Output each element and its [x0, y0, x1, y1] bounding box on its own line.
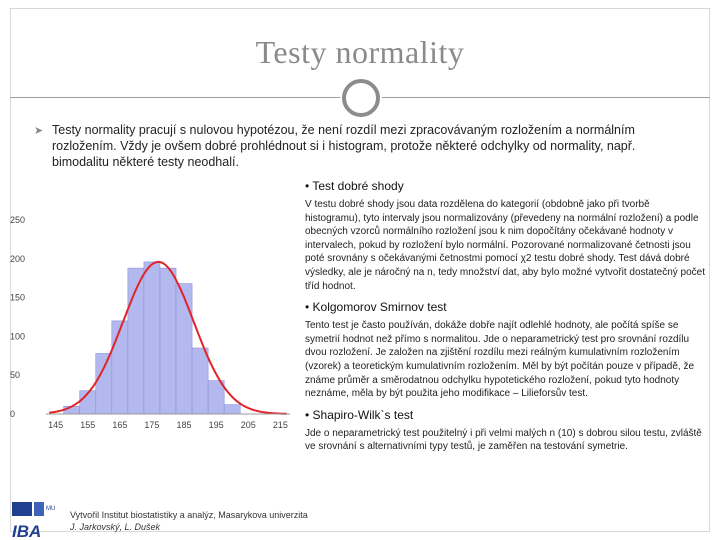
x-tick-label-1: 155	[80, 420, 96, 430]
x-tick-label-7: 215	[272, 420, 288, 430]
footer-authors: J. Jarkovský, L. Dušek	[70, 522, 161, 532]
footer-institution: Vytvořil Institut biostatistiky a analýz, Masarykova univerzita	[70, 510, 308, 520]
section-heading: • Kolgomorov Smirnov test	[305, 300, 447, 315]
histogram-bar-10	[224, 405, 240, 414]
x-axis-ticks	[48, 420, 288, 430]
x-tick-label-4: 185	[176, 420, 192, 430]
x-tick-label-3: 175	[144, 420, 160, 430]
section-body: V testu dobré shody jsou data rozdělena do kategorií (obdobně jako při tvorbě histogramu), tyto intervaly jsou normalizovány (převedeny na normální rozložení) a podle obecných vzorců normálního rozložení jsou k nim dopočítány očekávané hodnoty v intervalech, pokud by rozložení bylo normální. Pozorované normalizované četnosti jsou poté srovnány s očekávanými četnostmi pomocí χ2 testu dobré shody. Test dává dobré výsledky, ale je náročný na n, tedy množství dat, aby bylo možné vytvořit dostatečný počet tříd hodnot.	[305, 199, 706, 292]
intro-paragraph	[34, 122, 694, 170]
section-heading: • Test dobré shody	[305, 179, 404, 193]
section-body: Tento test je často používán, dokáže dobře najít odlehlé hodnoty, ale počítá spíše se symetrií hodnot než přímo s normalitou. Jde o neparametrický test pro srovnání rozdílu dvou rozložení. Je založen na zjištění rozdílu mezi reálným kumulativním rozložením (vzorek) a teoretickým kumulativním rozložením. Měl by být počítán pouze v případě, že známe průměr a směrodatnou odchylku hypotetického rozložení, pokud tyto hodnoty neznáme, měla by být použita jeho modifikace – Lilieforsův test.	[305, 320, 695, 400]
section-goodness-of-fit	[305, 178, 705, 293]
slide-title: Testy normality	[255, 34, 465, 70]
intro-text: Testy normality pracují s nulovou hypotézou, že není rozdíl mezi zpracovávaným rozložením a normálním rozložením. Vždy je ovšem dobré prohlédnout si i histogram, protože některé odchylky od normality, např. bimodalitu některé testy neodhalí.	[52, 123, 636, 169]
y-tick-label-2: 100	[10, 331, 26, 342]
section-shapiro-wilk	[305, 407, 705, 454]
title-rule-left	[10, 97, 340, 98]
histogram-bar-6	[160, 268, 176, 414]
histogram-bar-7	[176, 284, 192, 414]
histogram-bar-9	[208, 381, 224, 414]
x-tick-label-0: 145	[48, 420, 64, 430]
histogram-bar-2	[96, 353, 112, 414]
y-tick-label-5: 250	[10, 215, 26, 225]
tests-column	[305, 178, 705, 460]
section-body: Jde o neparametrický test použitelný i při velmi malých n (10) s dobrou silou testu, zvláště ve srovnání s alternativními typy testů, je zaměřen na testování symetrie.	[305, 427, 702, 453]
histogram-bar-5	[144, 262, 160, 414]
bullet-arrow-icon: ➤	[34, 125, 44, 137]
section-kolmogorov-smirnov	[305, 299, 705, 401]
title-ring-ornament	[342, 79, 380, 117]
x-tick-label-6: 205	[240, 420, 256, 430]
y-tick-label-0: 0	[10, 409, 16, 419]
y-axis-ticks	[10, 215, 25, 419]
histogram-bar-3	[112, 321, 128, 414]
histogram-bar-8	[192, 348, 208, 414]
y-tick-label-1: 50	[10, 370, 21, 381]
histogram-chart	[8, 200, 298, 440]
logo-text: IBA	[12, 522, 42, 540]
y-tick-label-3: 150	[10, 292, 26, 303]
footer	[70, 509, 308, 533]
y-tick-label-4: 200	[10, 253, 26, 264]
logo-small-text: MU	[46, 506, 56, 512]
title-rule-right	[382, 97, 710, 98]
section-heading: • Shapiro-Wilk`s test	[305, 407, 414, 422]
iba-logo	[10, 500, 58, 540]
x-tick-label-2: 165	[112, 420, 128, 430]
x-tick-label-5: 195	[208, 420, 224, 430]
